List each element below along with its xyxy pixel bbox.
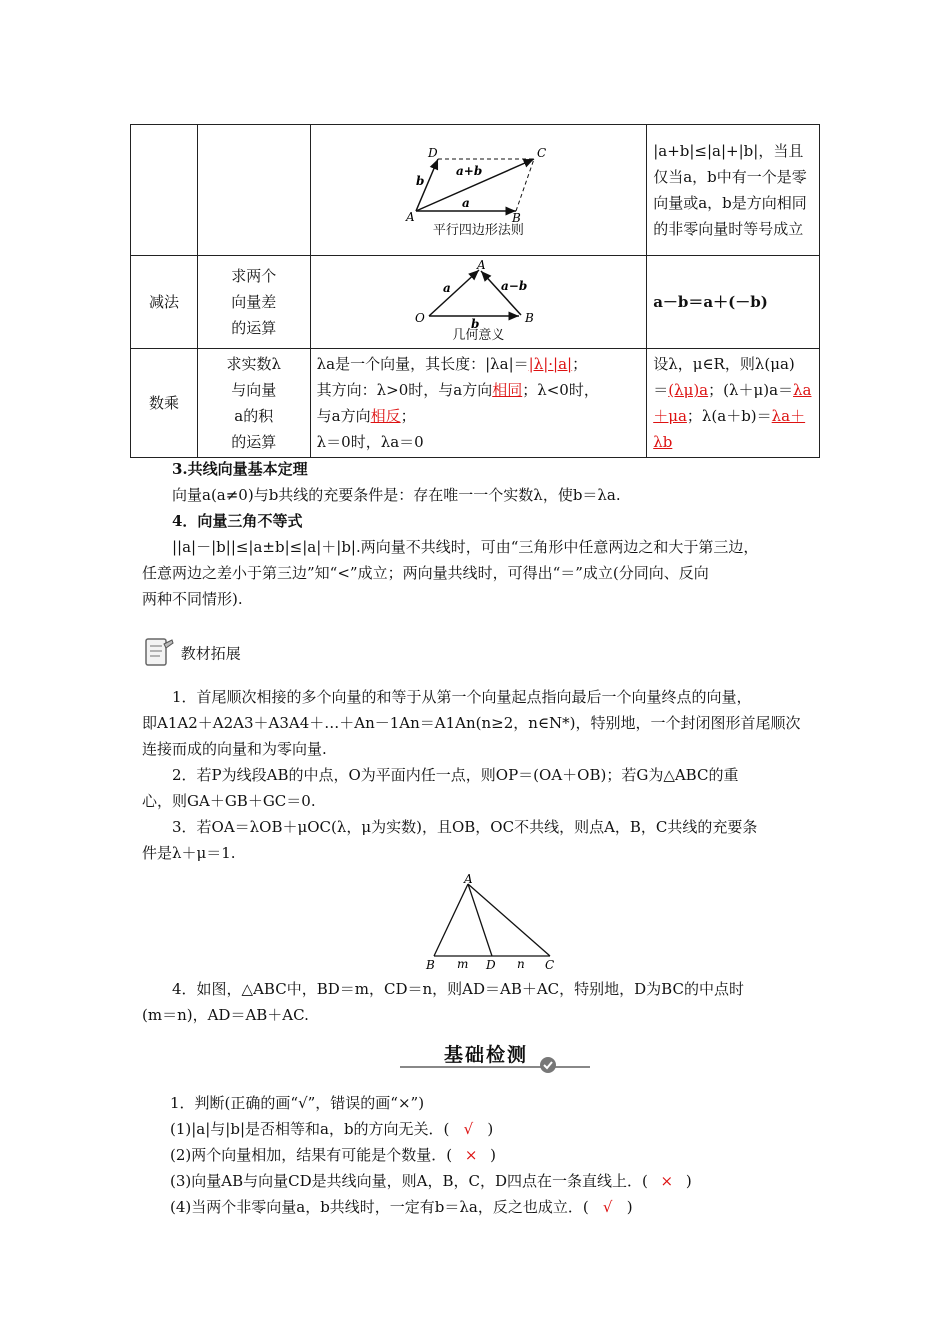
extension-title: 教材拓展	[180, 644, 241, 663]
figure-caption: 几何意义	[452, 328, 505, 343]
label-n: n	[517, 957, 525, 971]
law-line	[653, 429, 813, 455]
label-D: D	[486, 958, 496, 972]
definition-line: 求两个	[231, 267, 277, 285]
table-row-addition	[131, 125, 820, 256]
extension-item: 4．如图，△ABC中，BD＝m，CD＝n，则AD＝AB＋AC，特别地，D为BC的中点时	[172, 980, 744, 998]
operation-definition	[197, 256, 310, 349]
answer-text: λa＋	[771, 407, 806, 425]
label-A: A	[477, 260, 487, 272]
label-C: C	[545, 958, 555, 972]
operation-name: 减法	[131, 256, 198, 349]
rule-line: λa是一个向量，其长度：|λa|＝|λ|·|a|；	[316, 355, 588, 373]
label-a-minus-b: a−b	[501, 279, 528, 293]
definition-line: 的运算	[231, 319, 277, 337]
label-m: m	[457, 957, 469, 971]
question-item: (4)当两个非零向量a，b共线时，一定有b＝λa，反之也成立．( √ )	[170, 1194, 633, 1220]
label-B: B	[512, 211, 522, 223]
operation-name: 数乘	[131, 349, 198, 458]
label-a: a	[443, 281, 452, 295]
answer-mark: √	[602, 1198, 613, 1216]
question-intro: 1．判断(正确的画“√”，错误的画“×”)	[170, 1094, 425, 1112]
extension-item: 3．若OA＝λOB＋μOC(λ，μ为实数)，且OB，OC不共线，则点A，B，C共线的充要条	[172, 818, 758, 836]
answer-text: 相同	[492, 381, 523, 399]
section-body: 任意两边之差小于第三边”知“<”成立；两向量共线时，可得出“＝”成立(分同向、反向	[142, 564, 709, 582]
extension-body	[142, 684, 812, 866]
extension-item: 即A1A2＋A2A3＋A3A4＋…＋An－1An＝A1An(n≥2，n∈N*)，特别地，一个封闭图形首尾顺次	[142, 714, 801, 732]
vector-operations-table	[130, 124, 820, 458]
figure-caption: 平行四边形法则	[432, 223, 524, 238]
table-cell-figure	[310, 256, 647, 349]
label-B: B	[426, 958, 435, 972]
table-cell-empty	[197, 125, 310, 256]
subtraction-law: a－b＝a＋(－b)	[653, 293, 768, 311]
extension-item: (m＝n)，AD＝AB＋AC.	[142, 1006, 309, 1024]
label-a-plus-b: a+b	[456, 164, 483, 178]
law-line: 设λ，μ∈R，则λ(μa)	[653, 355, 795, 373]
label-a: a	[462, 196, 471, 210]
table-cell-rule	[310, 349, 647, 458]
answer-text: ＋μa	[653, 407, 687, 425]
table-cell-law	[647, 349, 820, 458]
label-b: b	[416, 174, 425, 188]
definition-line: 求实数λ	[226, 355, 282, 373]
answer-text: λa	[793, 381, 812, 399]
notebook-icon	[142, 636, 176, 670]
table-cell-property	[647, 125, 820, 256]
rule-line: 与a方向相反；	[316, 407, 416, 425]
answer-text: 相反	[370, 407, 401, 425]
side-AB	[434, 884, 468, 956]
operation-definition	[197, 349, 310, 458]
triangle-figure	[420, 874, 560, 972]
table-row-scalar	[131, 349, 820, 458]
extension-item: 1．首尾顺次相接的多个向量的和等于从第一个向量起点指向最后一个向量终点的向量，	[172, 688, 752, 706]
answer-text: |λ|·|a|	[528, 355, 573, 373]
extension-item: 2．若P为线段AB的中点，O为平面内任一点，则OP＝(OA＋OB)；若G为△ABC的重	[172, 766, 739, 784]
answer-mark: ×	[464, 1146, 478, 1164]
extension-item: 件是λ＋μ＝1.	[142, 844, 236, 862]
section-collinear	[142, 456, 812, 612]
section-body: ||a|－|b||≤|a±b|≤|a|＋|b|.两向量不共线时，可由“三角形中任意两边之和大于第三边，	[172, 538, 759, 556]
label-b: b	[471, 317, 480, 328]
basic-check-heading	[400, 1040, 600, 1074]
question-item: (1)|a|与|b|是否相等和a，b的方向无关．( √ )	[170, 1116, 493, 1142]
table-row-subtraction	[131, 256, 820, 349]
law-line: ＝(λμ)a；(λ＋μ)a＝λa	[653, 381, 812, 399]
table-cell-empty	[131, 125, 198, 256]
definition-line: 与向量	[231, 381, 277, 399]
definition-line: a的积	[234, 407, 274, 425]
subtraction-figure	[413, 260, 543, 328]
extension-item: 连接而成的向量和为零向量.	[142, 740, 327, 758]
rule-line: 其方向：λ>0时，与a方向相同；λ<0时，	[316, 381, 599, 399]
table-cell-figure	[310, 125, 647, 256]
label-A: A	[406, 210, 416, 223]
label-D: D	[428, 146, 439, 160]
label-B: B	[525, 311, 535, 325]
definition-line: 向量差	[231, 293, 277, 311]
answer-text: λb	[653, 433, 673, 451]
section-body: 向量a(a≠0)与b共线的充要条件是：存在唯一一个实数λ，使b＝λa.	[172, 486, 621, 504]
section-title: 4．向量三角不等式	[172, 512, 303, 530]
table-cell-law	[647, 256, 820, 349]
heading-title: 基础检测	[444, 1044, 529, 1066]
dashed-side	[516, 159, 534, 211]
answer-mark: ×	[660, 1172, 674, 1190]
label-C: C	[537, 146, 547, 160]
law-line: ＋μa；λ(a＋b)＝λa＋	[653, 407, 806, 425]
extension-item: 心，则GA＋GB＋GC＝0.	[142, 792, 316, 810]
extension-header	[142, 636, 241, 672]
label-A: A	[464, 874, 473, 886]
vector-a-line	[429, 270, 479, 316]
definition-line: 的运算	[231, 433, 277, 451]
rule-line: λ＝0时，λa＝0	[316, 433, 424, 451]
section-title: 3.共线向量基本定理	[172, 460, 308, 478]
answer-mark: √	[463, 1120, 474, 1138]
question-item: (2)两个向量相加，结果有可能是个数量．( × )	[170, 1142, 496, 1168]
section-body: 两种不同情形).	[142, 590, 243, 608]
check-circle-icon	[538, 1055, 558, 1075]
parallelogram-figure	[398, 141, 558, 223]
label-O: O	[415, 311, 426, 325]
question-item: (3)向量AB与向量CD是共线向量，则A，B，C，D四点在一条直线上．( × )	[170, 1168, 692, 1194]
answer-text: (λμ)a	[668, 381, 709, 399]
extension-item4	[142, 976, 812, 1028]
triangle-inequality-text: |a+b|≤|a|+|b|，当且仅当a，b中有一个是零向量或a，b是方向相同的非零向量时等号成立	[653, 142, 807, 238]
vector-diff-line	[481, 271, 521, 315]
